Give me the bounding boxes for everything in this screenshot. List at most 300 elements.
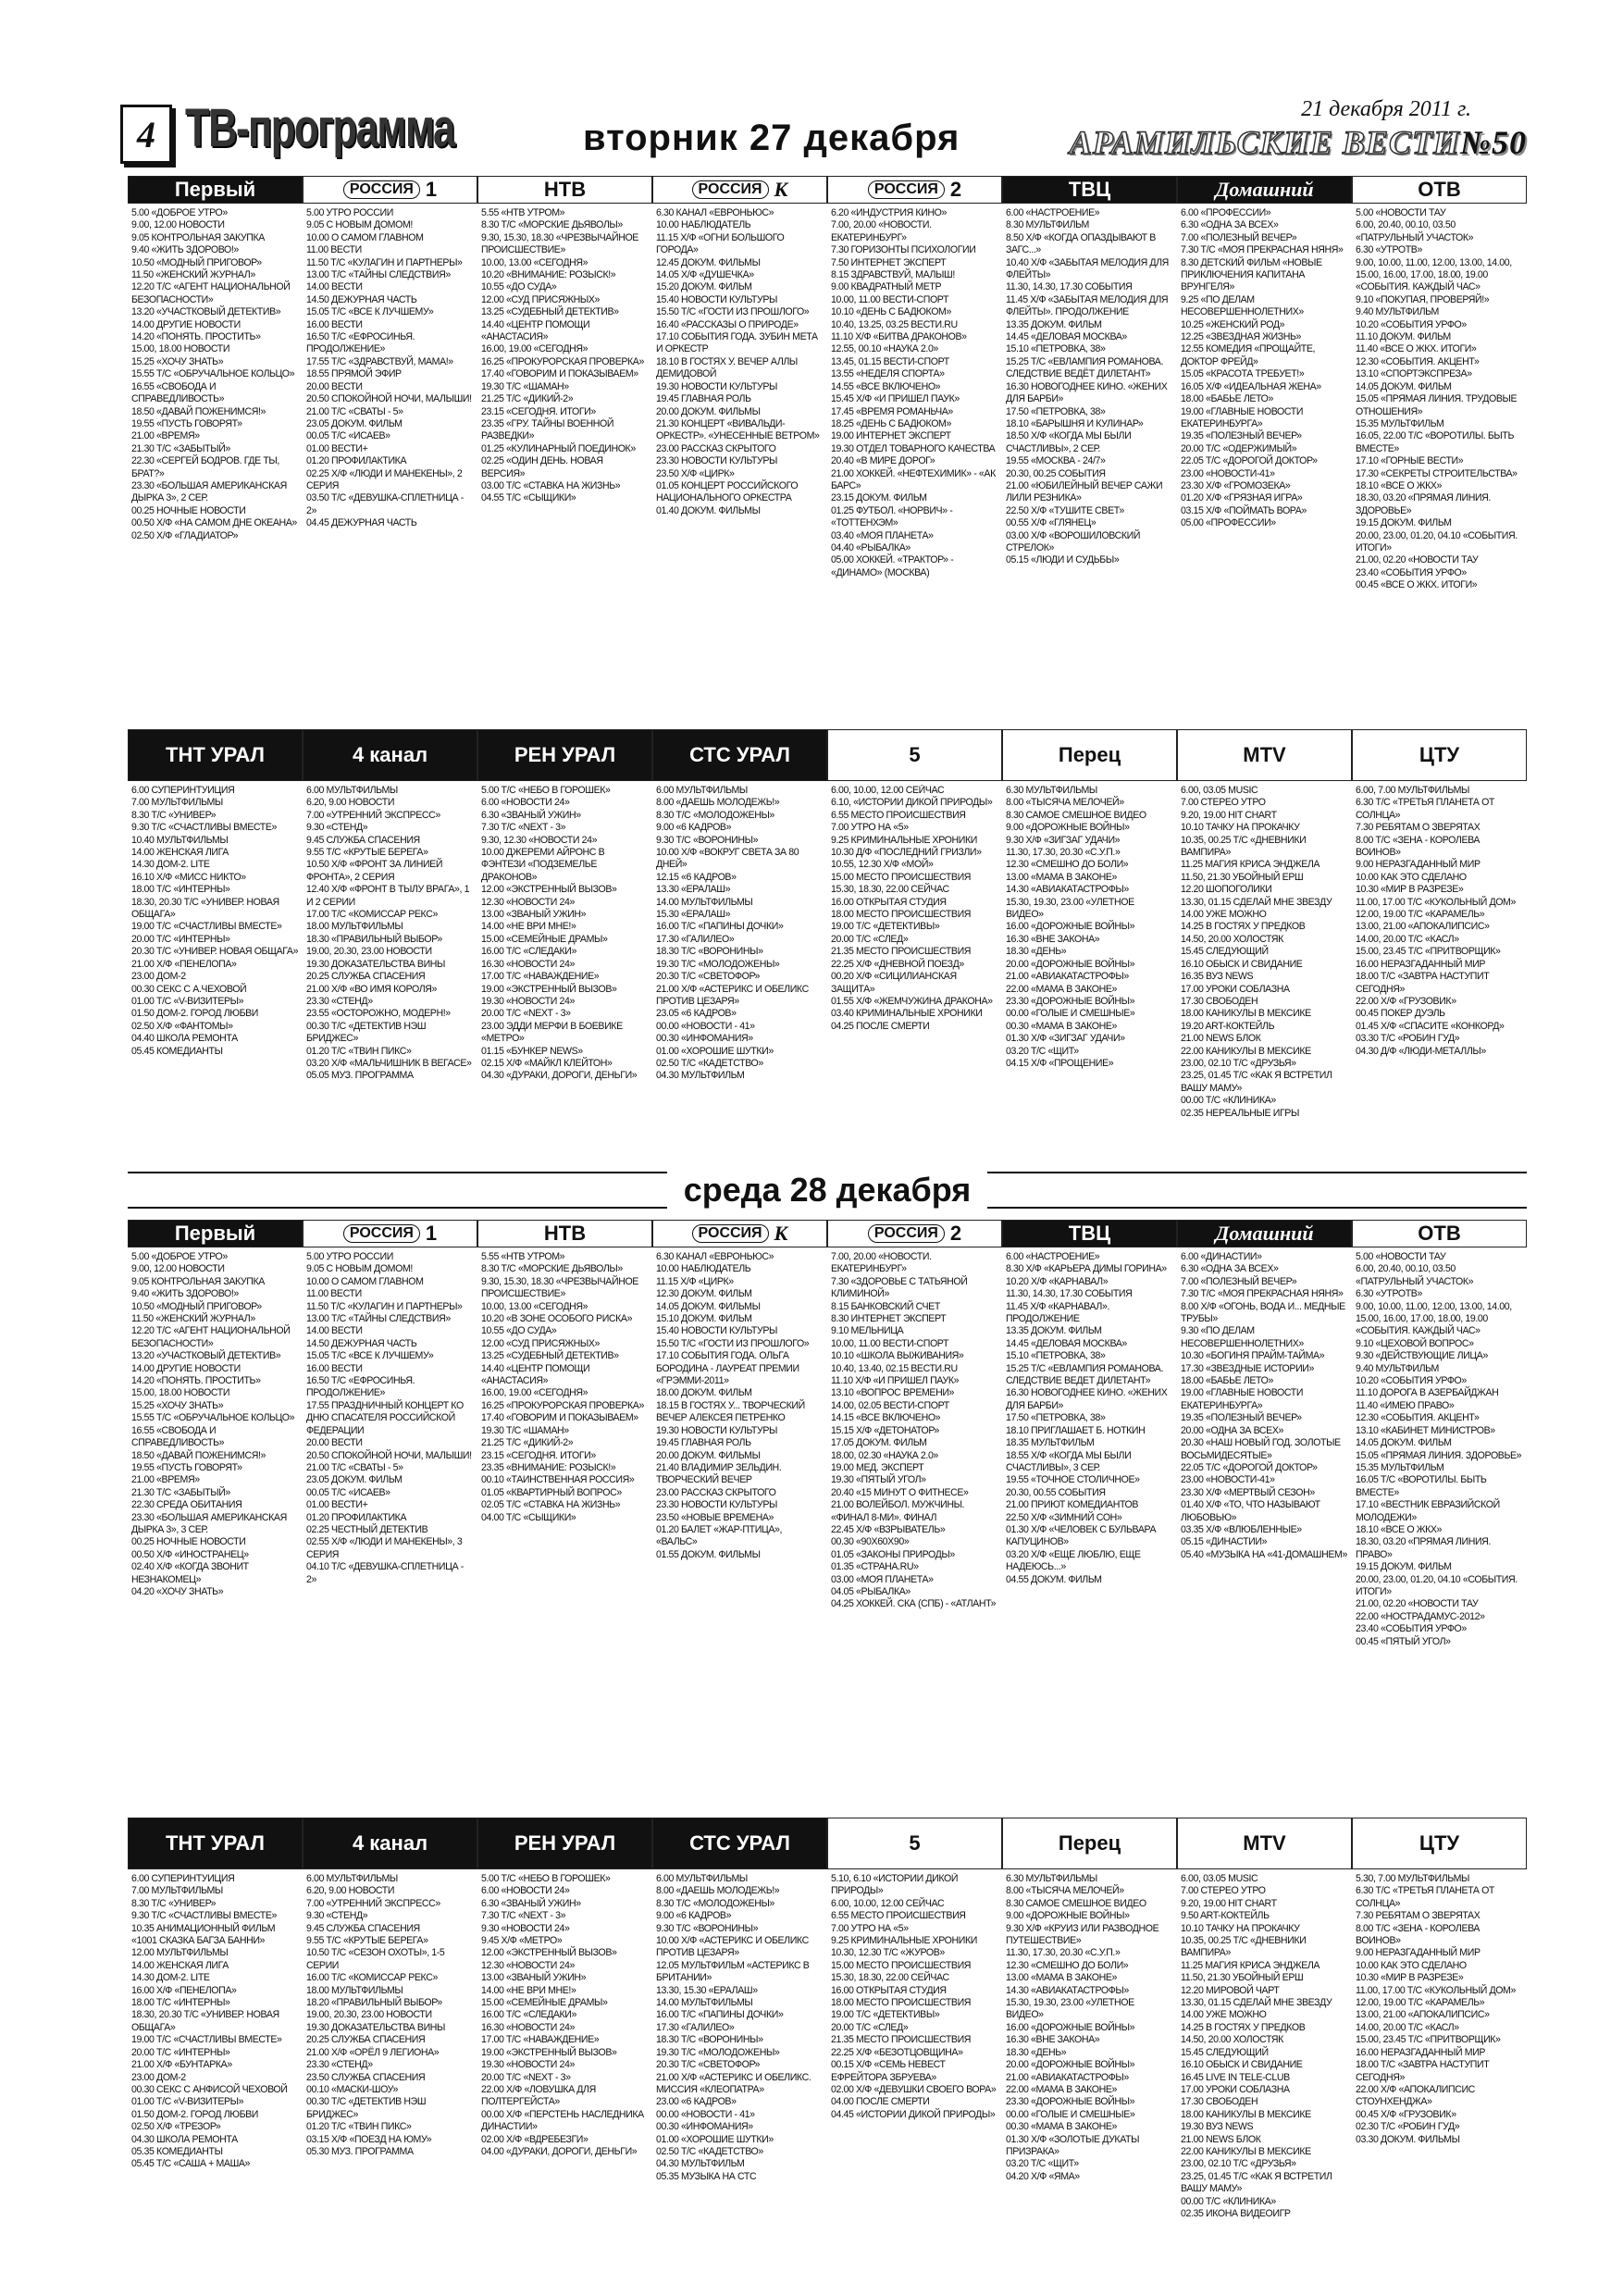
program-entry: 15.25 «ХОЧУ ЗНАТЬ» [131, 1399, 224, 1411]
program-entry: 11.50 Т/С «КУЛАГИН И ПАРТНЕРЫ» [306, 1300, 463, 1312]
program-entry: 17.30 «ЗВЕЗДНЫЕ ИСТОРИИ» [1181, 1362, 1314, 1374]
program-entry: 04.15 Х/Ф «ПРОЩЕНИЕ» [1006, 1057, 1114, 1069]
channel-column-3 [652, 207, 827, 726]
day1-top-listings [128, 207, 1527, 726]
program-entry: 13.30, 01.15 СДЕЛАЙ МНЕ ЗВЕЗДУ [1181, 896, 1332, 908]
program-entry: 11.40 «ИМЕЮ ПРАВО» [1356, 1399, 1455, 1411]
program-entry: 11.10 ДОКУМ. ФИЛЬМ [1356, 331, 1451, 343]
program-entry: 21.25 Т/С «ДИКИЙ-2» [481, 393, 574, 405]
program-entry: 21.00 Х/Ф «ОРЁЛ 9 ЛЕГИОНА» [306, 2046, 440, 2058]
program-entry: 16.00 Т/С «СЛЕДАКИ» [481, 946, 576, 958]
program-entry: 12.15 «6 КАДРОВ» [656, 871, 737, 883]
program-entry: 15.05 Т/С «ВСЕ К ЛУЧШЕМУ» [306, 306, 434, 318]
channel-logo-2 [477, 176, 652, 204]
program-entry: 01.50 ДОМ-2. ГОРОД ЛЮБВИ [131, 2108, 259, 2120]
program-entry: 03.15 Х/Ф «ПОЙМАТЬ ВОРА» [1181, 504, 1307, 516]
program-entry: 17.50 «ПЕТРОВКА, 38» [1006, 1412, 1106, 1424]
program-entry: 18.30 «ПРАВИЛЬНЫЙ ВЫБОР» [306, 933, 442, 945]
program-entry: 15.20 ДОКУМ. ФИЛЬМ [656, 281, 752, 293]
program-entry: 9.00, 10.00, 11.00, 12.00, 13.00, 14.00, 15.00, 16.00, 17.00, 18.00, 19.00 «СОБЫТИЯ. КАЖДЫЙ ЧАС» [1356, 256, 1512, 293]
channel-logo-label: ТВЦ [1068, 178, 1111, 201]
program-entry: 20.00 ВЕСТИ [306, 1437, 363, 1449]
channel-column-0 [128, 1873, 303, 2262]
program-entry: 8.15 ЗДРАВСТВУЙ, МАЛЫШ! [831, 269, 955, 281]
page-number: 4 [120, 105, 172, 164]
channel-logo-2 [477, 1220, 652, 1247]
program-entry: 23.30 «БОЛЬШАЯ АМЕРИКАНСКАЯ ДЫРКА 3», 3 СЕР. [131, 1511, 287, 1535]
program-entry: 17.00 УРОКИ СОБЛАЗНА [1181, 983, 1290, 995]
program-entry: 14.00 ВЕСТИ [306, 281, 363, 293]
program-entry: 9.00 «ДОРОЖНЫЕ ВОЙНЫ» [1006, 1910, 1130, 1922]
program-entry: 15.30, 18.30, 22.00 СЕЙЧАС [831, 1972, 949, 1984]
program-entry: 00.50 Х/Ф «ИНОСТРАНЕЦ» [131, 1548, 249, 1560]
program-entry: 6.30 Т/С «ТРЕТЬЯ ПЛАНЕТА ОТ СОЛНЦА» [1356, 797, 1494, 821]
channel-logo-5 [1002, 729, 1177, 781]
program-entry: 15.00, 23.45 Т/С «ПРИТВОРЩИК» [1356, 946, 1501, 958]
program-entry: 15.10 «ПЕТРОВКА, 38» [1006, 1350, 1106, 1362]
program-entry: 22.25 Х/Ф «ДНЕВНОЙ ПОЕЗД» [831, 958, 964, 970]
program-entry: 16.00 НЕРАЗГАДАННЫЙ МИР [1356, 2046, 1486, 2058]
program-entry: 8.30 САМОЕ СМЕШНОЕ ВИДЕО [1006, 1897, 1146, 1909]
program-entry: 14.05 ДОКУМ. ФИЛЬМ [1356, 1437, 1452, 1449]
program-entry: 19.30 ДОКАЗАТЕЛЬСТВА ВИНЫ [306, 2021, 446, 2033]
program-entry: 10.10 «ДЕНЬ С БАДЮКОМ» [831, 306, 951, 318]
program-entry: 12.30 «СОБЫТИЯ. АКЦЕНТ» [1356, 355, 1480, 367]
program-entry: 6.30 «УТРОТВ» [1356, 1288, 1422, 1300]
program-entry: 6.00, 10.00, 12.00 СЕЙЧАС [831, 1897, 945, 1909]
channel-column-3 [652, 1873, 827, 2262]
program-entry: 18.10 «ВСЕ О ЖКХ» [1356, 1523, 1443, 1535]
program-entry: 00.00 «ГОЛЫЕ И СМЕШНЫЕ» [1006, 1008, 1135, 1020]
program-entry: 23.30 «ДОРОЖНЫЕ ВОЙНЫ» [1006, 2096, 1135, 2108]
program-entry: 11.30, 17.30, 20.30 «С.У.П.» [1006, 847, 1121, 859]
program-entry: 9.40 МУЛЬТФИЛЬМ [1356, 306, 1439, 318]
program-entry: 11.30, 17.30, 20.30 «С.У.П.» [1006, 1947, 1121, 1959]
program-entry: 22.30 «СЕРГЕЙ БОДРОВ. ГДЕ ТЫ, БРАТ?» [131, 455, 279, 479]
program-entry: 8.30 Х/Ф «КАРЬЕРА ДИМЫ ГОРИНА» [1006, 1263, 1167, 1275]
program-entry: 21.35 МЕСТО ПРОИСШЕСТВИЯ [831, 946, 972, 958]
program-entry: 14.40 «ЦЕНТР ПОМОЩИ «АНАСТАСИЯ» [481, 318, 590, 343]
program-entry: 6.00 «НОВОСТИ 24» [481, 1885, 570, 1897]
day-heading-tuesday: вторник 27 декабря [583, 118, 960, 158]
program-entry: 19.00, 20.30, 23.00 НОВОСТИ [306, 946, 432, 958]
program-entry: 17.30 «ГАЛИЛЕО» [656, 933, 735, 945]
program-entry: 6.00 «НОВОСТИ 24» [481, 797, 570, 809]
program-entry: 19.45 ГЛАВНАЯ РОЛЬ [656, 1437, 751, 1449]
program-entry: 8.30 ДЕТСКИЙ ФИЛЬМ «НОВЫЕ ПРИКЛЮЧЕНИЯ КАПИТАНА ВРУНГЕЛЯ» [1181, 256, 1322, 293]
channel-logo-label: MTV [1243, 743, 1286, 766]
program-entry: 10.30 «БОГИНЯ ПРАЙМ-ТАЙМА» [1181, 1350, 1325, 1362]
channel-column-0 [128, 1251, 303, 1814]
program-entry: 5.00 «НОВОСТИ ТАУ [1356, 1251, 1446, 1262]
channel-logo-label: СТС УРАЛ [689, 743, 790, 766]
channel-logo-7 [1352, 1818, 1527, 1869]
program-entry: 11.50 «ЖЕНСКИЙ ЖУРНАЛ» [131, 1313, 255, 1325]
program-entry: 22.00 «НОСТРАДАМУС-2012» [1356, 1610, 1485, 1622]
program-entry: 03.40 «МОЯ ПЛАНЕТА» [831, 529, 934, 541]
program-entry: 23.05 ДОКУМ. ФИЛЬМ [306, 1474, 403, 1486]
program-entry: 15.15 Х/Ф «ДЕТОНАТОР» [831, 1424, 939, 1436]
program-entry: 05.40 «МУЗЫКА НА «41-ДОМАШНЕМ» [1181, 1548, 1347, 1560]
program-entry: 22.30 СРЕДА ОБИТАНИЯ [131, 1499, 242, 1511]
program-entry: 17.40 «ГОВОРИМ И ПОКАЗЫВАЕМ» [481, 368, 638, 380]
channel-column-1 [303, 1251, 477, 1814]
program-entry: 18.00 Т/С «ИНТЕРНЫ» [131, 1997, 230, 2009]
channel-column-1 [303, 1873, 477, 2262]
program-entry: 13.55 «НЕДЕЛЯ СПОРТА» [831, 368, 945, 380]
program-entry: 19.15 ДОКУМ. ФИЛЬМ [1356, 1561, 1452, 1573]
channel-logo-5 [1002, 1220, 1177, 1247]
channel-column-3 [652, 1251, 827, 1814]
program-entry: 15.35 МУЛЬТФИЛЬМ [1356, 1461, 1444, 1473]
program-entry: 14.45 «ДЕЛОВАЯ МОСКВА» [1006, 331, 1127, 343]
channel-column-4 [827, 785, 1002, 1192]
program-entry: 16.10 Х/Ф «МИСС НИКТО» [131, 871, 246, 883]
program-entry: 8.00 Т/С «ЗЕНА - КОРОЛЕВА ВОИНОВ» [1356, 834, 1481, 859]
program-entry: 12.00 «ЭКСТРЕННЫЙ ВЫЗОВ» [481, 1947, 617, 1959]
program-entry: 6.10, «ИСТОРИИ ДИКОЙ ПРИРОДЫ» [831, 797, 993, 809]
program-entry: 16.50 Т/С «ЕФРОСИНЬЯ. ПРОДОЛЖЕНИЕ» [306, 331, 415, 355]
program-entry: 10.30 Д/Ф «ПОСЛЕДНИЙ ГРИЗЛИ» [831, 847, 982, 859]
program-entry: 19.30 ОТДЕЛ ТОВАРНОГО КАЧЕСТВА [831, 442, 996, 454]
program-entry: 04.10 Т/С «ДЕВУШКА-СПЛЕТНИЦА - 2» [306, 1561, 464, 1585]
channel-column-4 [827, 1873, 1002, 2262]
program-entry: 19.30 НОВОСТИ КУЛЬТУРЫ [656, 380, 777, 392]
program-entry: 9.30 Т/С «ВОРОНИНЫ» [656, 1922, 759, 1934]
channel-logo-4 [827, 1818, 1002, 1869]
program-entry: 6.55 МЕСТО ПРОИСШЕСТВИЯ [831, 1910, 966, 1922]
program-entry: 17.10 «ВЕСТНИК ЕВРАЗИЙСКОЙ МОЛОДЕЖИ» [1356, 1499, 1500, 1523]
day2-schedule [128, 1220, 1527, 2262]
program-entry: 20.00 «ОДНА ЗА ВСЕХ» [1181, 1424, 1283, 1436]
program-entry: 01.45 Х/Ф «СПАСИТЕ «КОНКОРД» [1356, 1020, 1505, 1032]
program-entry: 6.20, 9.00 НОВОСТИ [306, 797, 395, 809]
program-entry: 16.05 Т/С «ВОРОТИЛЫ. БЫТЬ ВМЕСТЕ» [1356, 1474, 1487, 1498]
program-entry: 9.05 КОНТРОЛЬНАЯ ЗАКУПКА [131, 231, 265, 243]
channel-column-2 [477, 1873, 652, 2262]
program-entry: 16.00 ВЕСТИ [306, 318, 363, 330]
program-entry: 05.30 МУЗ. ПРОГРАММА [306, 2145, 414, 2157]
program-entry: 21.30 Т/С «ЗАБЫТЫЙ» [131, 442, 230, 454]
program-entry: 9.30 Т/С «СЧАСТЛИВЫ ВМЕСТЕ» [131, 822, 278, 834]
program-entry: 9.30 «СТЕНД» [306, 822, 368, 834]
program-entry: 12.20 ШОПОГОЛИКИ [1181, 884, 1272, 896]
program-entry: 21.00, 02.20 «НОВОСТИ ТАУ [1356, 1598, 1479, 1610]
program-entry: 22.00 Х/Ф «ЛОВУШКА ДЛЯ ПОЛТЕРГЕЙСТА» [481, 2083, 596, 2108]
program-entry: 8.30 Т/С «МОЛОДОЖЕНЫ» [656, 809, 774, 821]
day-heading-wednesday [128, 1172, 1527, 1209]
program-entry: 18.55 ПРЯМОЙ ЭФИР [306, 368, 402, 380]
program-entry: 14.25 В ГОСТЯХ У ПРЕДКОВ [1181, 921, 1306, 933]
channel-logo-4 [827, 176, 1002, 204]
channel-logo-label: Первый [174, 178, 256, 201]
program-entry: 18.30 Т/С «ВОРОНИНЫ» [656, 2034, 763, 2046]
program-entry: 9.45 Х/Ф «МЕТРО» [481, 1935, 563, 1947]
program-entry: 5.55 «НТВ УТРОМ» [481, 207, 565, 218]
program-entry: 14.05 Х/Ф «ДУШЕЧКА» [656, 269, 754, 281]
program-entry: 6.00 МУЛЬТФИЛЬМЫ [306, 1873, 398, 1884]
program-entry: 17.30 «СЕКРЕТЫ СТРОИТЕЛЬСТВА» [1356, 467, 1518, 479]
channel-logo-4 [827, 1220, 1002, 1247]
program-entry: 01.05 «КВАРТИРНЫЙ ВОПРОС» [481, 1486, 622, 1498]
channel-logo-6 [1177, 729, 1352, 781]
program-entry: 05.00 ХОККЕЙ. «ТРАКТОР» - «ДИНАМО» (МОСКВА) [831, 554, 954, 578]
program-entry: 23.55 «ОСТОРОЖНО, МОДЕРН!» [306, 1008, 451, 1020]
program-entry: 10.00 НАБЛЮДАТЕЛЬ [656, 219, 751, 231]
program-entry: 18.30 Т/С «ВОРОНИНЫ» [656, 946, 763, 958]
program-entry: 9.55 Т/С «КРУТЫЕ БЕРЕГА» [306, 1935, 428, 1947]
program-entry: 14.50 ДЕЖУРНАЯ ЧАСТЬ [306, 293, 417, 305]
program-entry: 7.00 «ПОЛЕЗНЫЙ ВЕЧЕР» [1181, 231, 1297, 243]
program-entry: 8.30 Т/С «МОРСКИЕ ДЬЯВОЛЫ» [481, 1263, 623, 1275]
program-entry: 5.00 «НОВОСТИ ТАУ [1356, 207, 1446, 218]
program-entry: 17.10 СОБЫТИЯ ГОДА. ЗУБИН МЕТА И ОРКЕСТР [656, 331, 818, 355]
program-entry: 16.45 LIVE IN TELE-CLUB [1181, 2071, 1290, 2083]
channel-logo-3 [652, 176, 827, 204]
program-entry: 10.35, 00.25 Т/С «ДНЕВНИКИ ВАМПИРА» [1181, 834, 1307, 859]
channel-column-4 [827, 1251, 1002, 1814]
channel-column-7 [1352, 1873, 1527, 2262]
program-entry: 19.00, 20.30, 23.00 НОВОСТИ [306, 2009, 432, 2021]
program-entry: 00.30 «ИНФОМАНИЯ» [656, 2121, 753, 2133]
channel-logo-7 [1352, 176, 1527, 204]
channel-logo-label: Домашний [1215, 1222, 1314, 1245]
channel-logo-label: Первый [174, 1222, 256, 1245]
program-entry: 01.50 ДОМ-2. ГОРОД ЛЮБВИ [131, 1008, 259, 1020]
program-entry: 02.40 Х/Ф «КОГДА ЗВОНИТ НЕЗНАКОМЕЦ» [131, 1561, 249, 1585]
program-entry: 19.55 «ТОЧНОЕ СТОЛИЧНОЕ» [1006, 1474, 1140, 1486]
program-entry: 12.00, 19.00 Т/С «КАРАМЕЛЬ» [1356, 909, 1485, 921]
program-entry: 21.35 МЕСТО ПРОИСШЕСТВИЯ [831, 2034, 972, 2046]
program-entry: 20.00 ДОКУМ. ФИЛЬМЫ [656, 405, 761, 417]
program-entry: 15.25 Т/С «ЕВЛАМПИЯ РОМАНОВА. СЛЕДСТВИЕ ВЕДЁТ ДИЛЕТАНТ» [1006, 355, 1164, 380]
program-entry: 00.50 Х/Ф «НА САМОМ ДНЕ ОКЕАНА» [131, 517, 297, 529]
program-entry: 18.00 Т/С «ИНТЕРНЫ» [131, 884, 230, 896]
program-entry: 04.30 МУЛЬТФИЛЬМ [656, 2158, 745, 2170]
program-entry: 15.00, 18.00 НОВОСТИ [131, 343, 230, 355]
program-entry: 23.15 ДОКУМ. ФИЛЬМ [831, 492, 927, 504]
program-entry: 7.00 СТЕРЕО УТРО [1181, 1885, 1266, 1897]
program-entry: 18.00 МУЛЬТФИЛЬМЫ [306, 921, 403, 933]
program-entry: 13.45, 01.15 ВЕСТИ-СПОРТ [831, 355, 949, 367]
program-entry: 21.00 NEWS БЛОК [1181, 1033, 1261, 1045]
channel-column-7 [1352, 785, 1527, 1192]
channel-logo-label: ОТВ [1418, 178, 1461, 201]
program-entry: 9.45 СЛУЖБА СПАСЕНИЯ [306, 1922, 420, 1934]
program-entry: 04.45 «ИСТОРИИ ДИКОЙ ПРИРОДЫ» [831, 2108, 996, 2120]
program-entry: 5.00 «ДОБРОЕ УТРО» [131, 1251, 228, 1262]
program-entry: 8.15 БАНКОВСКИЙ СЧЕТ [831, 1300, 940, 1312]
program-entry: 6.20 «ИНДУСТРИЯ КИНО» [831, 207, 947, 218]
program-entry: 7.00 УТРО НА «5» [831, 822, 909, 834]
program-entry: 20.30 Т/С «УНИВЕР. НОВАЯ ОБЩАГА» [131, 946, 299, 958]
program-entry: 6.30 «ОДНА ЗА ВСЕХ» [1181, 1263, 1279, 1275]
program-entry: 01.35 «СТРАНА.RU» [831, 1561, 919, 1573]
program-entry: 6.00 МУЛЬТФИЛЬМЫ [306, 785, 398, 796]
program-entry: 21.00 ХОККЕЙ. «НЕФТЕХИМИК» - «АК БАРС» [831, 467, 996, 491]
program-entry: 8.30 Т/С «МОРСКИЕ ДЬЯВОЛЫ» [481, 219, 623, 231]
program-entry: 10.55 «ДО СУДА» [481, 1325, 557, 1337]
channel-logo-suffix: 2 [949, 178, 962, 201]
program-entry: 14.00 ВЕСТИ [306, 1325, 363, 1337]
program-entry: 17.40 «ГОВОРИМ И ПОКАЗЫВАЕМ» [481, 1412, 638, 1424]
program-entry: 12.40 Х/Ф «ФРОНТ В ТЫЛУ ВРАГА», 1 И 2 СЕРИИ [306, 884, 470, 908]
program-entry: 00.00 «НОВОСТИ - 41» [656, 2108, 755, 2120]
program-entry: 02.50 Т/С «КАДЕТСТВО» [656, 2145, 763, 2157]
program-entry: 7.30 Т/С «NEXT - 3» [481, 822, 566, 834]
program-entry: 20.30 Т/С «СВЕТОФОР» [656, 2059, 761, 2071]
program-entry: 17.50 «ПЕТРОВКА, 38» [1006, 405, 1106, 417]
program-entry: 16.05, 22.00 Т/С «ВОРОТИЛЫ. БЫТЬ ВМЕСТЕ» [1356, 430, 1515, 454]
program-entry: 9.00, 12.00 НОВОСТИ [131, 219, 225, 231]
program-entry: 18.00 «БАБЬЕ ЛЕТО» [1181, 393, 1273, 405]
program-entry: 15.00 МЕСТО ПРОИСШЕСТВИЯ [831, 1959, 972, 1971]
channel-column-1 [303, 785, 477, 1192]
program-entry: 10.20 «В ЗОНЕ ОСОБОГО РИСКА» [481, 1313, 633, 1325]
channel-logo-1 [303, 729, 477, 781]
program-entry: 10.40 Х/Ф «ЗАБЫТАЯ МЕЛОДИЯ ДЛЯ ФЛЕЙТЫ» [1006, 256, 1169, 281]
program-entry: 00.20 Х/Ф «СИЦИЛИАНСКАЯ ЗАЩИТА» [831, 971, 957, 995]
program-entry: 7.00 СТЕРЕО УТРО [1181, 797, 1266, 809]
program-entry: 13.00 «МАМА В ЗАКОНЕ» [1006, 871, 1118, 883]
program-entry: 10.10 «ШКОЛА ВЫЖИВАНИЯ» [831, 1350, 964, 1362]
program-entry: 04.55 ДОКУМ. ФИЛЬМ [1006, 1573, 1102, 1585]
program-entry: 15.45 СЛЕДУЮЩИЙ [1181, 2046, 1269, 2058]
program-entry: 16.30 НОВОГОДНЕЕ КИНО. «ЖЕНИХ ДЛЯ БАРБИ» [1006, 1387, 1168, 1411]
program-entry: 13.25 «СУДЕБНЫЙ ДЕТЕКТИВ» [481, 1350, 619, 1362]
program-entry: 9.00 КВАДРАТНЫЙ МЕТР [831, 281, 942, 293]
program-entry: 19.15 ДОКУМ. ФИЛЬМ [1356, 517, 1452, 529]
program-entry: 01.40 Х/Ф «ТО, ЧТО НАЗЫВАЮТ ЛЮБОВЬЮ» [1181, 1499, 1320, 1523]
program-entry: 03.00 Х/Ф «ВОРОШИЛОВСКИЙ СТРЕЛОК» [1006, 529, 1141, 553]
program-entry: 17.45 «ВРЕМЯ РОМАНЬЧА» [831, 405, 953, 417]
program-entry: 11.15 Х/Ф «ЦИРК» [656, 1275, 734, 1287]
program-entry: 19.45 ГЛАВНАЯ РОЛЬ [656, 393, 751, 405]
program-entry: 8.30 Т/С «МОЛОДОЖЕНЫ» [656, 1897, 774, 1909]
program-entry: 9.00, 10.00, 11.00, 12.00, 13.00, 14.00, 15.00, 16.00, 17.00, 18.00, 19.00 «СОБЫТИЯ. КАЖДЫЙ ЧАС» [1356, 1300, 1512, 1337]
program-entry: 9.20, 19.00 HIT CHART [1181, 809, 1277, 821]
channel-logo-5 [1002, 1818, 1177, 1869]
program-entry: 20.25 СЛУЖБА СПАСЕНИЯ [306, 971, 426, 983]
program-entry: 13.20 «УЧАСТКОВЫЙ ДЕТЕКТИВ» [131, 306, 281, 318]
program-entry: 23.00 РАССКАЗ СКРЫТОГО [656, 1486, 776, 1498]
program-entry: 10.00, 11.00 ВЕСТИ-СПОРТ [831, 293, 949, 305]
program-entry: 23.00 ДОМ-2 [131, 2071, 186, 2083]
program-entry: 12.00 МУЛЬТФИЛЬМЫ [131, 1947, 229, 1959]
program-entry: 9.40 «ЖИТЬ ЗДОРОВО!» [131, 1288, 239, 1300]
program-entry: 19.30 «НОВОСТИ 24» [481, 995, 575, 1007]
program-entry: 6.00 СУПЕРИНТУИЦИЯ [131, 1873, 235, 1884]
program-entry: 15.40 НОВОСТИ КУЛЬТУРЫ [656, 1325, 777, 1337]
program-entry: 11.50, 21.30 УБОЙНЫЙ ЕРШ [1181, 871, 1304, 883]
program-entry: 18.00 МЕСТО ПРОИСШЕСТВИЯ [831, 1997, 972, 2009]
program-entry: 19.35 «ПОЛЕЗНЫЙ ВЕЧЕР» [1181, 1412, 1302, 1424]
program-entry: 9.45 СЛУЖБА СПАСЕНИЯ [306, 834, 420, 846]
program-entry: 9.30 Х/Ф «КРУИЗ ИЛИ РАЗВОДНОЕ ПУТЕШЕСТВИЕ» [1006, 1922, 1159, 1947]
channel-logo-7 [1352, 1220, 1527, 1247]
program-entry: 16.25 «ПРОКУРОРСКАЯ ПРОВЕРКА» [481, 355, 644, 367]
program-entry: 19.30 «ПЯТЫЙ УГОЛ» [831, 1474, 926, 1486]
program-entry: 13.30, 01.15 СДЕЛАЙ МНЕ ЗВЕЗДУ [1181, 1997, 1332, 2009]
channel-logo-0 [128, 1220, 303, 1247]
program-entry: 18.00 ДОКУМ. ФИЛЬМ [656, 1387, 752, 1399]
program-entry: 17.55 ПРАЗДНИЧНЫЙ КОНЦЕРТ КО ДНЮ СПАСАТЕЛЯ РОССИЙСКОЙ ФЕДЕРАЦИИ [306, 1399, 464, 1436]
program-entry: 21.00, 02.20 «НОВОСТИ ТАУ [1356, 554, 1479, 566]
program-entry: 21.00 Х/Ф «АСТЕРИКС И ОБЕЛИКС ПРОТИВ ЦЕЗАРЯ» [656, 983, 809, 1007]
channel-column-6 [1177, 785, 1352, 1192]
program-entry: 17.00 Т/С «НАВАЖДЕНИЕ» [481, 971, 600, 983]
program-entry: 17.30 СВОБОДЕН [1181, 2096, 1258, 2108]
program-entry: 22.25 Х/Ф «БЕЗОТЦОВЩИНА» [831, 2046, 963, 2058]
program-entry: 9.00 НЕРАЗГАДАННЫЙ МИР [1356, 859, 1481, 871]
channel-logos-top [128, 176, 1527, 207]
program-entry: 03.20 Х/Ф «МАЛЬЧИШНИК В ВЕГАСЕ» [306, 1057, 472, 1069]
program-entry: 01.20 Х/Ф «ГРЯЗНАЯ ИГРА» [1181, 492, 1303, 504]
program-entry: 10.50 Т/С «СЕЗОН ОХОТЫ», 1-5 СЕРИИ [306, 1947, 445, 1971]
program-entry: 11.50 «ЖЕНСКИЙ ЖУРНАЛ» [131, 269, 255, 281]
program-entry: 5.00 «ДОБРОЕ УТРО» [131, 207, 228, 218]
program-entry: 16.25 «ПРОКУРОРСКАЯ ПРОВЕРКА» [481, 1399, 644, 1411]
program-entry: 9.40 МУЛЬТФИЛЬМ [1356, 1362, 1439, 1374]
program-entry: 15.55 Т/С «ОБРУЧАЛЬНОЕ КОЛЬЦО» [131, 1412, 295, 1424]
program-entry: 21.00 ПРИЮТ КОМЕДИАНТОВ [1006, 1499, 1139, 1511]
program-entry: 23.50 «НОВЫЕ ВРЕМЕНА» [656, 1511, 774, 1523]
program-entry: 04.55 Т/С «СЫЩИКИ» [481, 492, 576, 504]
program-entry: 16.00 «ДОРОЖНЫЕ ВОЙНЫ» [1006, 2021, 1135, 2033]
program-entry: 11.50, 21.30 УБОЙНЫЙ ЕРШ [1181, 1972, 1304, 1984]
program-entry: 19.30 ВУЗ NEWS [1181, 2121, 1254, 2133]
program-entry: 10.50 «МОДНЫЙ ПРИГОВОР» [131, 1300, 262, 1312]
program-entry: 15.55 Т/С «ОБРУЧАЛЬНОЕ КОЛЬЦО» [131, 368, 295, 380]
program-entry: 17.10 СОБЫТИЯ ГОДА. ОЛЬГА БОРОДИНА - ЛАУРЕАТ ПРЕМИИ «ГРЭММИ-2011» [656, 1350, 799, 1387]
program-entry: 01.25 «КУЛИНАРНЫЙ ПОЕДИНОК» [481, 442, 636, 454]
channel-column-5 [1002, 207, 1177, 726]
program-entry: 9.05 С НОВЫМ ДОМОМ! [306, 1263, 413, 1275]
program-entry: 16.00, 19.00 «СЕГОДНЯ» [481, 343, 588, 355]
program-entry: 14.00 УЖЕ МОЖНО [1181, 2009, 1267, 2021]
channel-logo-label: Перец [1058, 743, 1121, 766]
program-entry: 00.30 Т/С «ДЕТЕКТИВ НЭШ БРИДЖЕС» [306, 1020, 427, 1045]
program-entry: 03.40 КРИМИНАЛЬНЫЕ ХРОНИКИ [831, 1008, 983, 1020]
program-entry: 8.30 МУЛЬТФИЛЬМ [1006, 219, 1089, 231]
program-entry: 13.10 «КАБИНЕТ МИНИСТРОВ» [1356, 1424, 1495, 1436]
program-entry: 10.35, 00.25 Т/С «ДНЕВНИКИ ВАМПИРА» [1181, 1935, 1307, 1959]
program-entry: 20.00, 23.00, 01.20, 04.10 «СОБЫТИЯ. ИТОГИ» [1356, 529, 1518, 553]
program-entry: 00.05 Т/С «ИСАЕВ» [306, 1486, 390, 1498]
program-entry: 01.30 Х/Ф «ЗОЛОТЫЕ ДУКАТЫ ПРИЗРАКА» [1006, 2133, 1140, 2157]
program-entry: 00.00 «НОВОСТИ - 41» [656, 1020, 755, 1032]
program-entry: 6.20, 9.00 НОВОСТИ [306, 1885, 395, 1897]
program-entry: 7.30 РЕБЯТАМ О ЗВЕРЯТАХ [1356, 1910, 1481, 1922]
program-entry: 10.00 Х/Ф «АСТЕРИКС И ОБЕЛИКС ПРОТИВ ЦЕЗАРЯ» [656, 1935, 809, 1959]
program-entry: 14.00 МУЛЬТФИЛЬМЫ [656, 1997, 753, 2009]
program-entry: 9.00 «ДОРОЖНЫЕ ВОЙНЫ» [1006, 822, 1130, 834]
program-entry: 10.00, 13.00 «СЕГОДНЯ» [481, 256, 588, 268]
channel-logo-0 [128, 729, 303, 781]
program-entry: 20.30 «НАШ НОВЫЙ ГОД. ЗОЛОТЫЕ ВОСЬМИДЕСЯТЫЕ» [1181, 1437, 1341, 1461]
program-entry: 12.30 «СОБЫТИЯ. АКЦЕНТ» [1356, 1412, 1480, 1424]
channel-logo-label: ОТВ [1418, 1222, 1461, 1245]
program-entry: 03.30 Т/С «РОБИН ГУД» [1356, 1033, 1460, 1045]
program-entry: 22.00 «МАМА В ЗАКОНЕ» [1006, 2083, 1118, 2095]
day2-top-listings [128, 1251, 1527, 1814]
program-entry: 15.25 «ХОЧУ ЗНАТЬ» [131, 355, 224, 367]
channel-column-5 [1002, 1251, 1177, 1814]
program-entry: 05.45 КОМЕДИАНТЫ [131, 1045, 223, 1057]
program-entry: 22.05 Т/С «ДОРОГОЙ ДОКТОР» [1181, 1461, 1318, 1473]
program-entry: 7.30 РЕБЯТАМ О ЗВЕРЯТАХ [1356, 822, 1481, 834]
program-entry: 04.05 «РЫБАЛКА» [831, 1585, 911, 1597]
